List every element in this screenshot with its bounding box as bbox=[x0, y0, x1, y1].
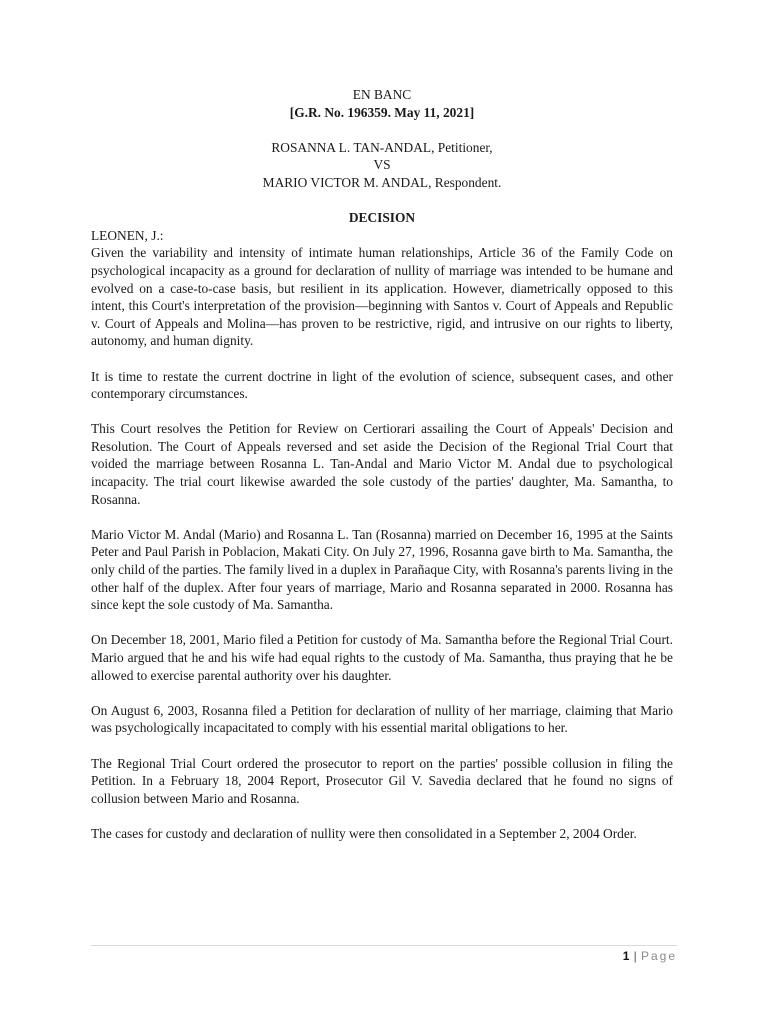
footer-divider bbox=[91, 945, 677, 946]
paragraph-4: Mario Victor M. Andal (Mario) and Rosanna L. Tan (Rosanna) married on December 16, 1995 at the Saints Peter and Paul Parish in Poblacion, Makati City. On July 27, 1996, Rosanna gave birth to Ma. Samantha, the only child of the parties. The family lived in a duplex in Parañaque City, with Rosanna's parents living in the other half of the duplex. After four years of marriage, Mario and Rosanna separated in 2000. Rosanna has since kept the sole custody of Ma. Samantha. bbox=[91, 526, 673, 613]
respondent-line: MARIO VICTOR M. ANDAL, Respondent. bbox=[262, 174, 502, 190]
spacer bbox=[91, 121, 673, 139]
paragraph-5: On December 18, 2001, Mario filed a Petition for custody of Ma. Samantha before the Regional Trial Court. Mario argued that he and his wife had equal rights to the custody of Ma. Samantha, thus praying that he be allowed to exercise parental authority over his daughter. bbox=[91, 632, 673, 683]
paragraph-3: This Court resolves the Petition for Review on Certiorari assailing the Court of Appeals' Decision and Resolution. The Court of Appeals reversed and set aside the Decision of the Regional Trial Court that voided the marriage between Rosanna L. Tan-Andal and Mario Victor M. Andal due to psychological incapacity. The trial court likewise awarded the sole custody of the parties' daughter, Ma. Samantha, to Rosanna. bbox=[91, 421, 673, 507]
paragraph-1: Given the variability and intensity of intimate human relationships, Article 36 of the Family Code on psychological incapacity as a ground for declaration of nullity of marriage was intended to be humane and evolved on a case-to-case basis, but resilient in its application. However, diametrically opposed to this intent, this Court's interpretation of the provision—beginning with Santos v. Court of Appeals and Republic v. Court of Appeals and Molina—has proven to be restrictive, rigid, and intrusive on our rights to liberty, autonomy, and human dignity. bbox=[91, 245, 673, 349]
spacer bbox=[91, 192, 673, 210]
case-number: [G.R. No. 196359. May 11, 2021] bbox=[289, 104, 475, 120]
page-label: Page bbox=[640, 949, 677, 963]
decision-title: DECISION bbox=[348, 210, 416, 226]
court-division: EN BANC bbox=[352, 87, 412, 102]
paragraph-8: The cases for custody and declaration of nullity were then consolidated in a September 2, 2004 Order. bbox=[91, 825, 637, 841]
petitioner-line: ROSANNA L. TAN-ANDAL, Petitioner, bbox=[271, 139, 493, 155]
versus-line: VS bbox=[373, 157, 391, 173]
page-number: 1 bbox=[622, 949, 630, 963]
paragraph-2: It is time to restate the current doctrine in light of the evolution of science, subsequent cases, and other contemporary circumstances. bbox=[91, 368, 673, 402]
paragraph-6: On August 6, 2003, Rosanna filed a Petition for declaration of nullity of her marriage, claiming that Mario was psychologically incapacitated to comply with his essential marital obligations to her. bbox=[91, 702, 673, 736]
document-content bbox=[91, 86, 673, 843]
ponente-line: LEONEN, J.: bbox=[91, 227, 164, 243]
page-separator: | bbox=[633, 949, 637, 963]
page-footer bbox=[623, 949, 677, 963]
paragraph-7: The Regional Trial Court ordered the prosecutor to report on the parties' possible collusion in filing the Petition. In a February 18, 2004 Report, Prosecutor Gil V. Savedia declared that he found no signs of collusion between Mario and Rosanna. bbox=[91, 755, 673, 806]
